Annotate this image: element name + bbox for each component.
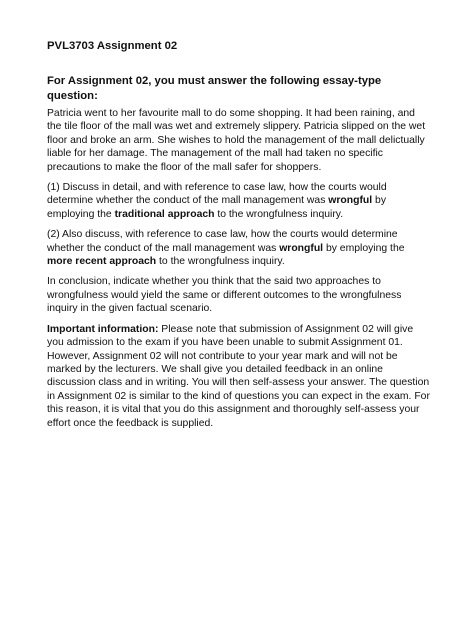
question-1-bold-approach: traditional approach [114,208,215,220]
question-2-text-b: by employing the [323,242,405,254]
question-2-paragraph [47,228,431,268]
question-2-text-c: to the wrongfulness inquiry. [156,256,285,268]
document-title: PVL3703 Assignment 02 [47,40,178,52]
important-information-text: Please note that submission of Assignment 02 will give you admission to the exam if you have been unable to submit Assignment 01. However, Assignment 02 will not contribute to your year mark and will not be marked by the lecturers. We shall give you detailed feedback in an online discussion class and in writing. You will then self-assess your answer. The question in Assignment 02 is similar to the kind of questions you can expect in the exam. For this reason, it is vital that you do this assignment and thoroughly self-assess your effort once the feedback is supplied. [47,323,430,429]
question-1-text-b: by employing the [47,195,387,220]
document-page [47,39,431,437]
question-2-bold-approach: more recent approach [47,256,157,268]
scenario-paragraph: Patricia went to her favourite mall to do some shopping. It had been raining, and the tile floor of the mall was wet and extremely slippery. Patricia slipped on the wet floor and broke an arm. She wishes to hold the management of the mall delictually liable for her damage. The management of the mall had taken no specific precautions to make the floor of the mall safer for shoppers. [47,108,426,173]
question-2-text-a: (2) Also discuss, with reference to case law, how the courts would determine whether the conduct of the mall management was [47,229,398,254]
question-1-bold-wrongful: wrongful [328,195,373,207]
question-1-text-a: (1) Discuss in detail, and with reference to case law, how the courts would determine whether the conduct of the mall management was [47,182,387,207]
question-2-bold-wrongful: wrongful [279,242,324,254]
important-information-label: Important information: [47,323,159,335]
important-information-paragraph [47,323,431,430]
question-1-paragraph [47,181,431,221]
question-heading: For Assignment 02, you must answer the following essay-type question: [47,75,382,102]
question-1-text-c: to the wrongfulness inquiry. [214,208,344,220]
conclusion-paragraph: In conclusion, indicate whether you think that the said two approaches to wrongfulness would yield the same or different outcomes to the wrongfulness inquiry in the given factual scenario. [47,276,402,315]
